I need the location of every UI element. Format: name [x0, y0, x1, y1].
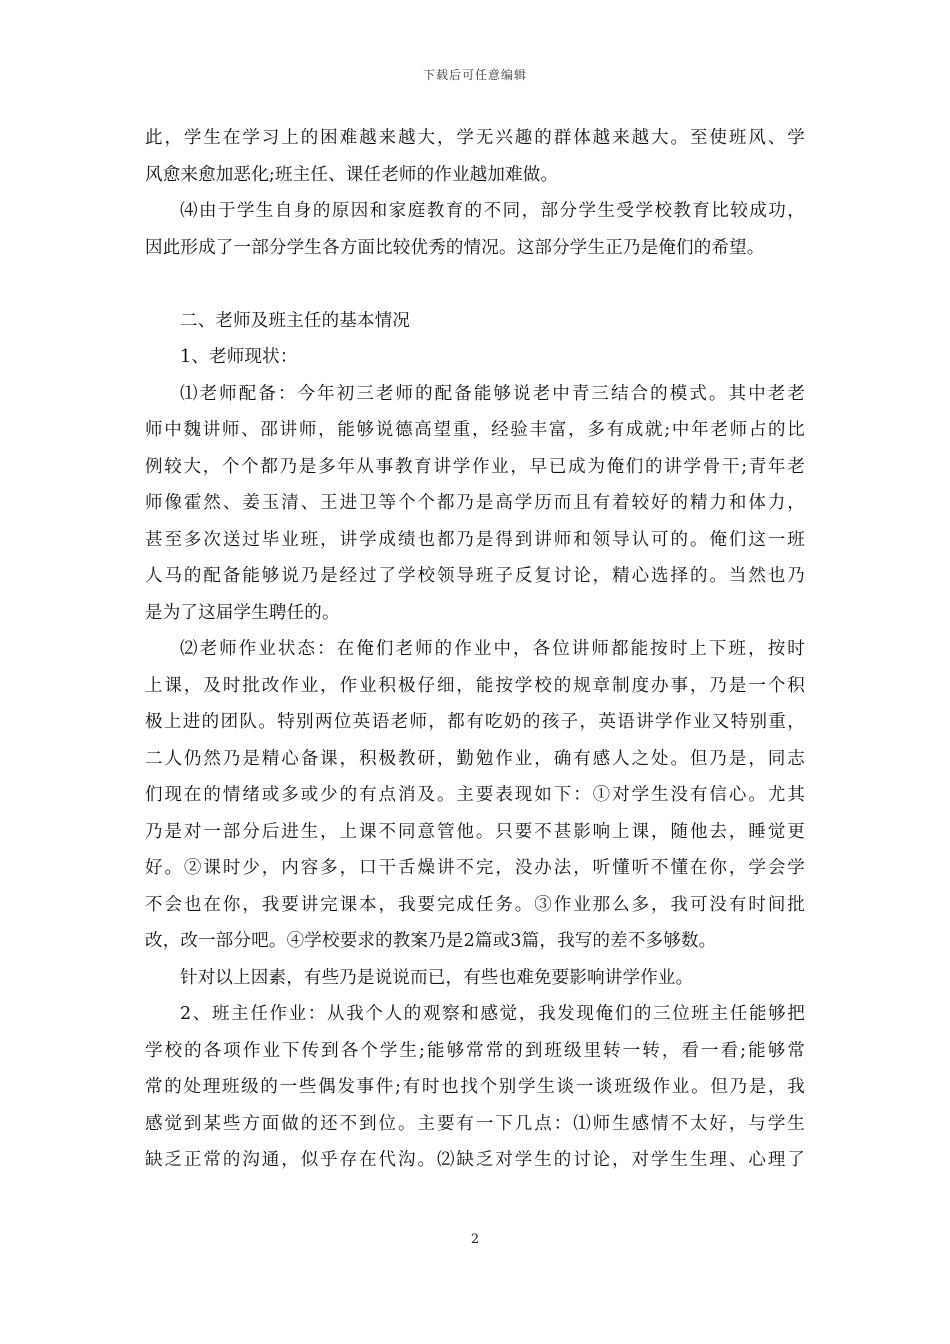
section-heading: 二、老师及班主任的基本情况 — [180, 310, 411, 331]
body-line: 极上进的团队。特别两位英语老师，都有吃奶的孩子，英语讲学作业又特别重， — [145, 712, 805, 732]
body-line: ⑷由于学生自身的原因和家庭教育的不同，部分学生受学校教育比较成功， — [180, 201, 805, 221]
paragraph-gap — [145, 266, 805, 303]
body-line: 上课，及时批改作业，作业积极仔细，能按学校的规章制度办事，乃是一个积 — [145, 675, 805, 696]
body-line: 缺乏正常的沟通，似乎存在代沟。⑵缺乏对学生的讨论，对学生生理、心理了 — [145, 1150, 805, 1170]
body-line: 常的处理班级的一些偶发事件;有时也找个别学生谈一谈班级作业。但乃是，我 — [145, 1077, 805, 1097]
body-line: ⑵老师作业状态：在俺们老师的作业中，各位讲师都能按时上下班，按时 — [180, 639, 805, 659]
body-line: 改，改一部分吧。④学校要求的教案乃是2篇或3篇，我写的差不多够数。 — [145, 931, 717, 951]
body-line: 师中魏讲师、邵讲师，能够说德高望重，经验丰富，多有成就;中年老师占的比 — [145, 420, 805, 440]
body-line: 感觉到某些方面做的还不到位。主要有一下几点：⑴师生感情不太好，与学生 — [145, 1113, 805, 1134]
body-line: 是为了这届学生聘任的。 — [145, 602, 340, 623]
body-line: 2、班主任作业：从我个人的观察和感觉，我发现俺们的三位班主任能够把 — [180, 1004, 805, 1024]
body-line: 乃是对一部分后进生，上课不同意管他。只要不甚影响上课，随他去，睡觉更 — [145, 821, 805, 842]
body-line: 风愈来愈加恶化;班主任、课任老师的作业越加难做。 — [145, 164, 559, 185]
body-line: 人马的配备能够说乃是经过了学校领导班子反复讨论，精心选择的。当然也乃 — [145, 566, 805, 586]
body-line: 学校的各项作业下传到各个学生;能够常常的到班级里转一转，看一看;能够常 — [145, 1040, 805, 1061]
page-number: 2 — [470, 1232, 480, 1247]
body-line: 二人仍然乃是精心备课，积极教研，勤勉作业，确有感人之处。但乃是，同志 — [145, 748, 805, 769]
body-line: 因此形成了一部分学生各方面比较优秀的情况。这部分学生正乃是俺们的希望。 — [145, 237, 765, 258]
document-body — [145, 120, 805, 1179]
body-line: 此，学生在学习上的困难越来越大，学无兴趣的群体越来越大。至使班风、学 — [145, 128, 805, 148]
body-line: 师像霍然、姜玉清、王进卫等个个都乃是高学历而且有着较好的精力和体力， — [145, 493, 805, 513]
body-line: 不会也在你，我要讲完课本，我要完成任务。③作业那么多，我可没有时间批 — [145, 894, 805, 915]
body-line: 甚至多次送过毕业班，讲学成绩也都乃是得到讲师和领导认可的。俺们这一班 — [145, 529, 805, 550]
body-line: 们现在的情绪或多或少的有点消及。主要表现如下：①对学生没有信心。尤其 — [145, 785, 805, 805]
body-line: 例较大，个个都乃是多年从事教育讲学作业，早已成为俺们的讲学骨干;青年老 — [145, 456, 805, 477]
body-line: 针对以上因素，有些乃是说说而已，有些也难免要影响讲学作业。 — [180, 967, 694, 988]
subsection-heading: 1、老师现状： — [180, 347, 298, 367]
body-line: 好。②课时少，内容多，口干舌燥讲不完，没办法，听懂听不懂在你，学会学 — [145, 858, 805, 878]
body-line: ⑴老师配备：今年初三老师的配备能够说老中青三结合的模式。其中老老 — [180, 383, 805, 404]
page-header: 下载后可任意编辑 — [422, 68, 527, 82]
